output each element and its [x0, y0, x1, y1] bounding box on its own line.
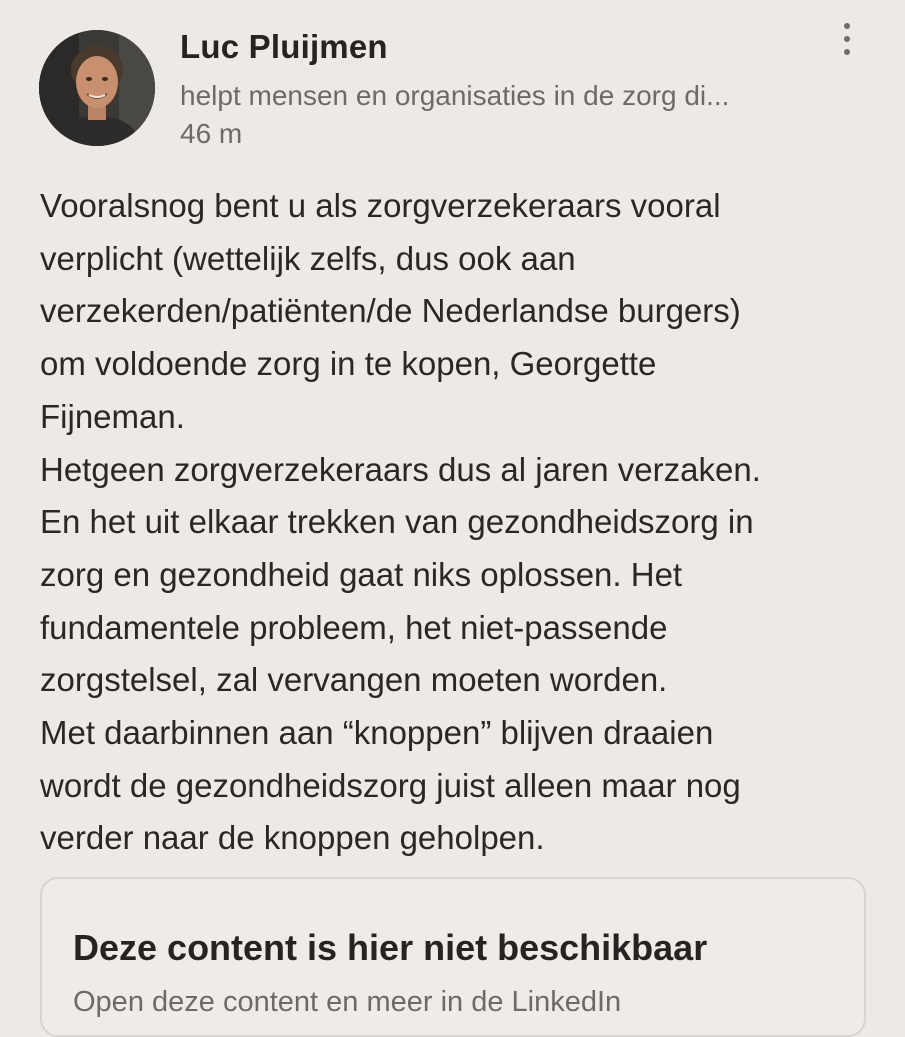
- more-vertical-icon-dot: [844, 36, 850, 42]
- comment-body-line: om voldoende zorg in te kopen, Georgette: [40, 345, 657, 383]
- avatar-photo: [39, 30, 155, 146]
- more-options-button[interactable]: [826, 18, 868, 60]
- more-vertical-icon: [844, 23, 850, 29]
- comment-body-line: En het uit elkaar trekken van gezondheidszorg in: [40, 503, 754, 541]
- author-headline: helpt mensen en organisaties in de zorg di...: [180, 80, 730, 111]
- author-avatar[interactable]: [39, 30, 155, 146]
- comment-body-line: wordt de gezondheidszorg juist alleen maar nog: [40, 766, 741, 804]
- comment-body-line: Hetgeen zorgverzekeraars dus al jaren verzaken.: [40, 450, 761, 488]
- comment-body-line: Fijneman.: [40, 397, 185, 435]
- more-vertical-icon-dot: [844, 49, 850, 55]
- post-timestamp: 46 m: [180, 118, 243, 149]
- unavailable-subtitle: Open deze content en meer in de LinkedIn: [73, 986, 622, 1018]
- comment-body-line: verder naar de knoppen geholpen.: [40, 819, 545, 857]
- unavailable-title: Deze content is hier niet beschikbaar: [73, 927, 708, 968]
- comment-body-line: Met daarbinnen aan “knoppen” blijven draaien: [40, 714, 714, 752]
- comment-body-line: fundamentele probleem, het niet-passende: [40, 608, 668, 646]
- author-name[interactable]: Luc Pluijmen: [180, 28, 388, 65]
- comment-body-line: verplicht (wettelijk zelfs, dus ook aan: [40, 239, 576, 277]
- content-unavailable-card[interactable]: [40, 877, 866, 1037]
- comment-body-line: Vooralsnog bent u als zorgverzekeraars vooral: [40, 187, 721, 224]
- comment-body-line: zorg en gezondheid gaat niks oplossen. Het: [40, 555, 683, 593]
- comment-body-line: verzekerden/patiënten/de Nederlandse burgers): [40, 292, 741, 330]
- comment-body: [40, 180, 880, 865]
- comment-body-line: zorgstelsel, zal vervangen moeten worden.: [40, 661, 668, 699]
